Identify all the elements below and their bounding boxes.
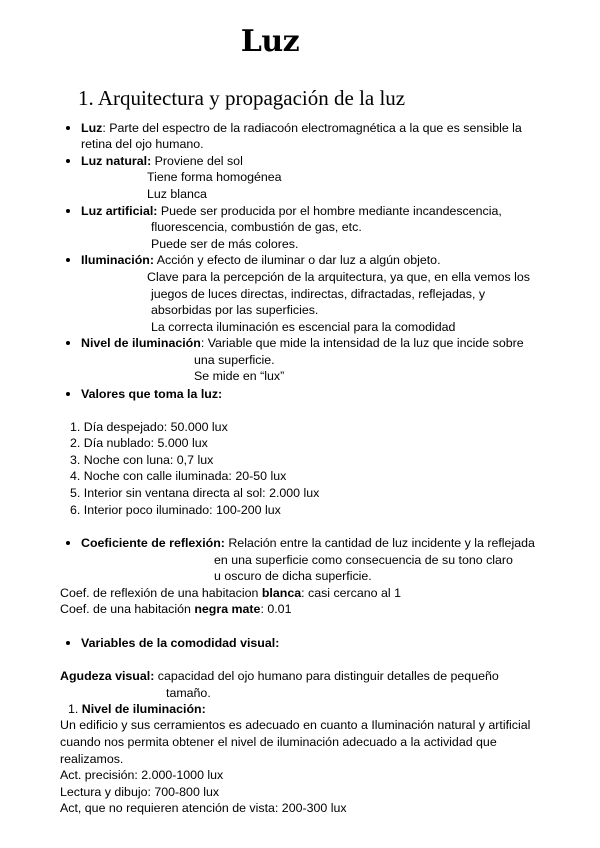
term-luz-artificial: Luz artificial: <box>81 204 158 218</box>
bullet-variables <box>81 635 279 651</box>
definition-line: Tiene forma homogénea <box>147 170 282 184</box>
definition-line: en una superficie como consecuencia de su tono claro <box>214 553 513 567</box>
paragraph-line: realizamos. <box>60 752 124 766</box>
term-variables: Variables de la comodidad visual: <box>81 636 280 650</box>
definition-line: Se mide en “lux” <box>194 369 285 383</box>
section-heading <box>78 86 405 111</box>
section-number: 1. <box>78 86 94 110</box>
list-item: 5. Interior sin ventana directa al sol: 2.000 lux <box>70 486 320 500</box>
definition-line: La correcta iluminación es escencial para la comodidad <box>151 320 456 334</box>
term-nivel-iluminacion: Nivel de iluminación <box>81 336 201 350</box>
list-item: 2. Día nublado: 5.000 lux <box>70 436 208 450</box>
list-item: 3. Noche con luna: 0,7 lux <box>70 453 214 467</box>
bullet-luz-natural <box>81 153 243 169</box>
coef-negra-line: Coef. de una habitación negra mate: 0.01 <box>60 602 292 616</box>
activity-line: Act. precisión: 2.000-1000 lux <box>60 768 224 782</box>
bullet-valores <box>81 386 222 402</box>
bullet-coeficiente <box>81 535 535 551</box>
coef-blanca-line: Coef. de reflexión de una habitacion blanca: casi cercano al 1 <box>60 586 401 600</box>
activity-line: Lectura y dibujo: 700-800 lux <box>60 785 220 799</box>
definition-line: fluorescencia, combustión de gas, etc. <box>151 220 362 234</box>
term-agudeza: Agudeza visual: <box>60 669 155 683</box>
definition-text: capacidad del ojo humano para distinguir detalles de pequeño <box>154 669 499 683</box>
definition-line: Puede ser de más colores. <box>151 237 299 251</box>
definition-line: juegos de luces directas, indirectas, difractadas, reflejadas, y <box>151 287 486 301</box>
term-valores: Valores que toma la luz: <box>81 387 223 401</box>
paragraph-line: Un edificio y sus cerramientos es adecuado en cuanto a Iluminación natural y artificial <box>60 718 531 732</box>
definition-line: una superficie. <box>194 353 275 367</box>
bullet-iluminacion <box>81 252 441 268</box>
definition-line: Luz blanca <box>147 187 207 201</box>
definition-text: : Parte del espectro de la radiacoón electromagnética a la que es sensible la <box>102 121 522 135</box>
page-title: Luz <box>240 24 300 59</box>
list-item: 4. Noche con calle iluminada: 20-50 lux <box>70 469 287 483</box>
definition-text: Relación entre la cantidad de luz incidente y la reflejada <box>224 536 535 550</box>
definition-line: Clave para la percepción de la arquitectura, ya que, en ella vemos los <box>147 270 530 284</box>
definition-line: tamaño. <box>166 686 211 700</box>
definition-text: Puede ser producida por el hombre mediante incandescencia, <box>157 204 502 218</box>
definition-text: Proviene del sol <box>151 154 243 168</box>
definition-text: : Variable que mide la intensidad de la luz que incide sobre <box>200 336 524 350</box>
activity-line: Act, que no requieren atención de vista: 200-300 lux <box>60 801 347 815</box>
term-luz: Luz <box>81 121 103 135</box>
list-item: 6. Interior poco iluminado: 100-200 lux <box>70 503 281 517</box>
term-coeficiente: Coeficiente de reflexión: <box>81 536 225 550</box>
definition-line: retina del ojo humano. <box>81 137 204 151</box>
bullet-luz <box>81 120 522 136</box>
definition-line: absorbidas por las superficies. <box>151 303 319 317</box>
bullet-luz-artificial <box>81 203 502 219</box>
agudeza-line <box>60 668 499 684</box>
definition-line: u oscuro de dicha superficie. <box>214 569 372 583</box>
term-iluminacion: Iluminación: <box>81 253 154 267</box>
bullet-nivel-iluminacion <box>81 335 524 351</box>
section-heading-text: Arquitectura y propagación de la luz <box>97 86 406 110</box>
term-luz-natural: Luz natural: <box>81 154 152 168</box>
list-item: 1. Día despejado: 50.000 lux <box>70 420 228 434</box>
numbered-heading: 1. Nivel de iluminación: <box>68 702 206 716</box>
paragraph-line: cuando nos permita obtener el nivel de iluminación adecuado a la actividad que <box>60 735 497 749</box>
definition-text: Acción y efecto de iluminar o dar luz a algún objeto. <box>153 253 441 267</box>
